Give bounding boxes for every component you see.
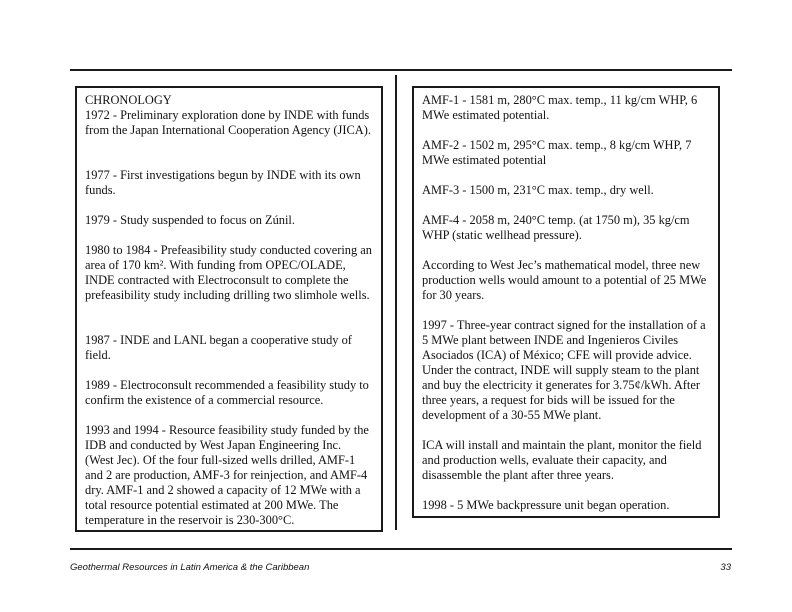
model-note: According to West Jec’s mathematical model, three new production wells would amount to a potential of 25 MWe for 30 years. [422, 258, 707, 302]
chronology-heading: CHRONOLOGY [85, 93, 172, 107]
bottom-rule [70, 548, 732, 550]
well-entry-amf3: AMF-3 - 1500 m, 231°C max. temp., dry well. [422, 183, 654, 197]
footer-book-title: Geothermal Resources in Latin America & the Caribbean [70, 562, 310, 573]
chronology-entry-1993-1994: 1993 and 1994 - Resource feasibility study funded by the IDB and conducted by West Japan Engineering Inc. (West Jec). Of the four full-sized wells drilled, AMF-1 and 2 are production, AMF-3 for reinjection, and AMF-4 dry. AMF-1 and 2 showed a capacity of 12 MWe with a total resource potential estimated at 200 MWe. The temperature in the reservoir is 230-300°C. [85, 423, 369, 527]
ica-note: ICA will install and maintain the plant, monitor the field and production wells, evaluate their capacity, and disassemble the plant after three years. [422, 438, 702, 482]
chronology-entry-1989: 1989 - Electroconsult recommended a feasibility study to confirm the existence of a commercial resource. [85, 378, 369, 407]
chronology-box [75, 86, 383, 532]
footer-page-number: 33 [720, 562, 731, 573]
entry-1998-operation: 1998 - 5 MWe backpressure unit began operation. [422, 498, 670, 512]
chronology-entry-1987: 1987 - INDE and LANL began a cooperative study of field. [85, 333, 352, 362]
footer [70, 562, 731, 573]
chronology-entry-1972: 1972 - Preliminary exploration done by INDE with funds from the Japan International Cooperation Agency (JICA). [85, 108, 371, 137]
well-entry-amf1: AMF-1 - 1581 m, 280°C max. temp., 11 kg/cm WHP, 6 MWe estimated potential. [422, 93, 698, 122]
entry-1997-contract: 1997 - Three-year contract signed for the installation of a 5 MWe plant between INDE and Ingenieros Civiles Asociados (ICA) of México; CFE will provide advice. Under the contract, INDE will supply steam to the plant and buy the electricity it generates for 3.75¢/kWh. After three years, a request for bids will be issued for the development of a 30-55 MWe plant. [422, 318, 706, 422]
well-entry-amf4: AMF-4 - 2058 m, 240°C temp. (at 1750 m), 35 kg/cm WHP (static wellhead pressure). [422, 213, 690, 242]
top-rule [70, 69, 732, 71]
chronology-entry-1979: 1979 - Study suspended to focus on Zúnil. [85, 213, 295, 227]
well-entry-amf2: AMF-2 - 1502 m, 295°C max. temp., 8 kg/cm WHP, 7 MWe estimated potential [422, 138, 692, 167]
chronology-entry-1977: 1977 - First investigations begun by INDE with its own funds. [85, 168, 361, 197]
chronology-entry-1980-1984: 1980 to 1984 - Prefeasibility study conducted covering an area of 170 km². With funding from OPEC/OLADE, INDE contracted with Electroconsult to complete the prefeasibility study including drilling two slimhole wells. [85, 243, 372, 302]
well-details-box [412, 86, 720, 518]
column-divider [395, 75, 397, 530]
